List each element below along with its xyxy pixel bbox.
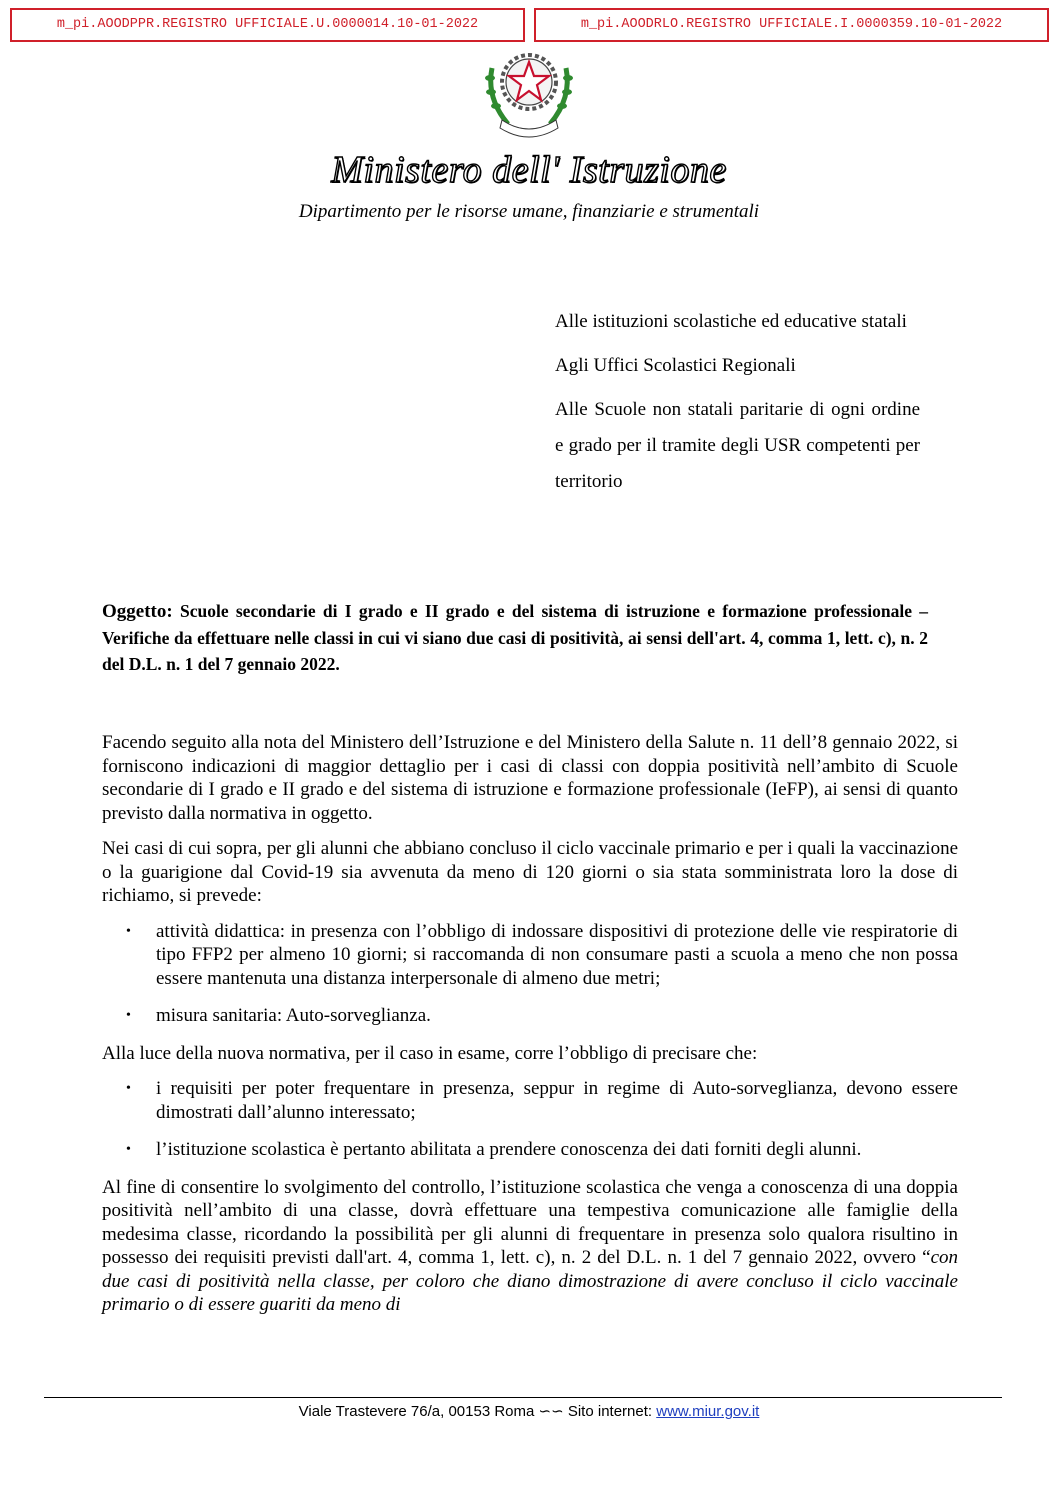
footer-site-label: Sito internet:: [567, 1403, 653, 1420]
protocol-stamp-incoming: m_pi.AOODRLO.REGISTRO UFFICIALE.I.0000359.10-01-2022: [534, 8, 1049, 42]
recipient-line: Alle Scuole non statali paritarie di ogni ordine e grado per il tramite degli USR competenti per territorio: [555, 399, 920, 492]
measures-list: [102, 920, 958, 1028]
list-item-text: i requisiti per poter frequentare in presenza, seppur in regime di Auto-sorveglianza, devono essere dimostrati dall’alunno interessato;: [156, 1078, 958, 1123]
list-item-text: l’istituzione scolastica è pertanto abilitata a prendere conoscenza dei dati forniti degli alunni.: [156, 1139, 862, 1160]
paragraph: Nei casi di cui sopra, per gli alunni che abbiano concluso il ciclo vaccinale primario e per i quali la vaccinazione o la guarigione dal Covid-19 sia avvenuta da meno di 120 giorni o sia stata somministrata loro la dose di richiamo, si prevede:: [102, 838, 958, 906]
paragraph-text: Al fine di consentire lo svolgimento del controllo, l’istituzione scolastica che venga a conoscenza di una doppia positività nell’ambito di una classe, dovrà effettuare una tempestiva comunicazione alle famiglie della medesima classe, ricordando la possibilità per gli alunni di frequentare in presenza solo qualora risultino in possesso dei requisiti previsti dall'art. 4, comma 1, lett. c), n. 2 del D.L. n. 1 del 7 gennaio 2022, ovvero “: [102, 1176, 958, 1268]
subject-block: [102, 598, 928, 677]
list-item: [126, 1004, 958, 1028]
footer-divider: [44, 1397, 1002, 1398]
list-item: [126, 920, 958, 991]
footer-separator: ∽∽: [538, 1403, 564, 1420]
requirements-list: [102, 1077, 958, 1162]
list-item-text: misura sanitaria: Auto-sorveglianza.: [156, 1005, 431, 1026]
website-link[interactable]: www.miur.gov.it: [656, 1403, 760, 1420]
bullet-icon: •: [126, 1081, 131, 1096]
footer-address: Viale Trastevere 76/a, 00153 Roma: [298, 1403, 535, 1420]
list-item-text: attività didattica: in presenza con l’obbligo di indossare dispositivi di protezione delle vie respiratorie di tipo FFP2 per almeno 10 giorni; si raccomanda di non consumare pasti a scuola a meno che non possa essere mantenuta una distanza interpersonale di almeno due metri;: [156, 920, 958, 989]
list-item: [126, 1138, 958, 1162]
paragraph: [102, 1176, 958, 1317]
legal-quote: con due casi di positività nella classe, per coloro che diano dimostrazione di avere concluso il ciclo vaccinale primario o di essere guariti da meno di: [102, 1247, 958, 1315]
paragraph: Alla luce della nuova normativa, per il caso in esame, corre l’obbligo di precisare che:: [102, 1042, 758, 1064]
department-subtitle: Dipartimento per le risorse umane, finanziarie e strumentali: [298, 201, 760, 222]
italian-republic-emblem-icon: [478, 38, 580, 142]
list-item: [126, 1077, 958, 1124]
paragraph: Facendo seguito alla nota del Ministero dell’Istruzione e del Ministero della Salute n. 11 dell’8 gennaio 2022, si forniscono indicazioni di maggior dettaglio per i casi di classi con doppia positività nell’ambito di Scuole secondarie di I grado e II grado e del sistema di istruzione e formazione professionale (IeFP), ai sensi di quanto previsto dalla normativa in oggetto.: [102, 732, 958, 824]
ministry-title: Ministero dell' Istruzione: [331, 149, 727, 191]
subject-text: Scuole secondarie di I grado e II grado e del sistema di istruzione e formazione professionale – Verifiche da effettuare nelle classi in cui vi siano due casi di positività, ai sensi dell'art. 4, comma 1, lett. c), n. 2 del D.L. n. 1 del 7 gennaio 2022.: [102, 601, 928, 674]
bullet-icon: •: [126, 1142, 131, 1157]
bullet-icon: •: [126, 923, 131, 939]
letter-body: [102, 731, 958, 1329]
bullet-icon: •: [126, 1008, 131, 1023]
recipients-block: [555, 304, 920, 508]
recipient-line: Alle istituzioni scolastiche ed educative statali: [555, 311, 907, 332]
protocol-stamp-outgoing: m_pi.AOODPPR.REGISTRO UFFICIALE.U.0000014.10-01-2022: [10, 8, 525, 42]
recipient-line: Agli Uffici Scolastici Regionali: [555, 355, 796, 376]
subject-label: Oggetto:: [102, 601, 173, 622]
footer: [0, 1402, 1058, 1422]
